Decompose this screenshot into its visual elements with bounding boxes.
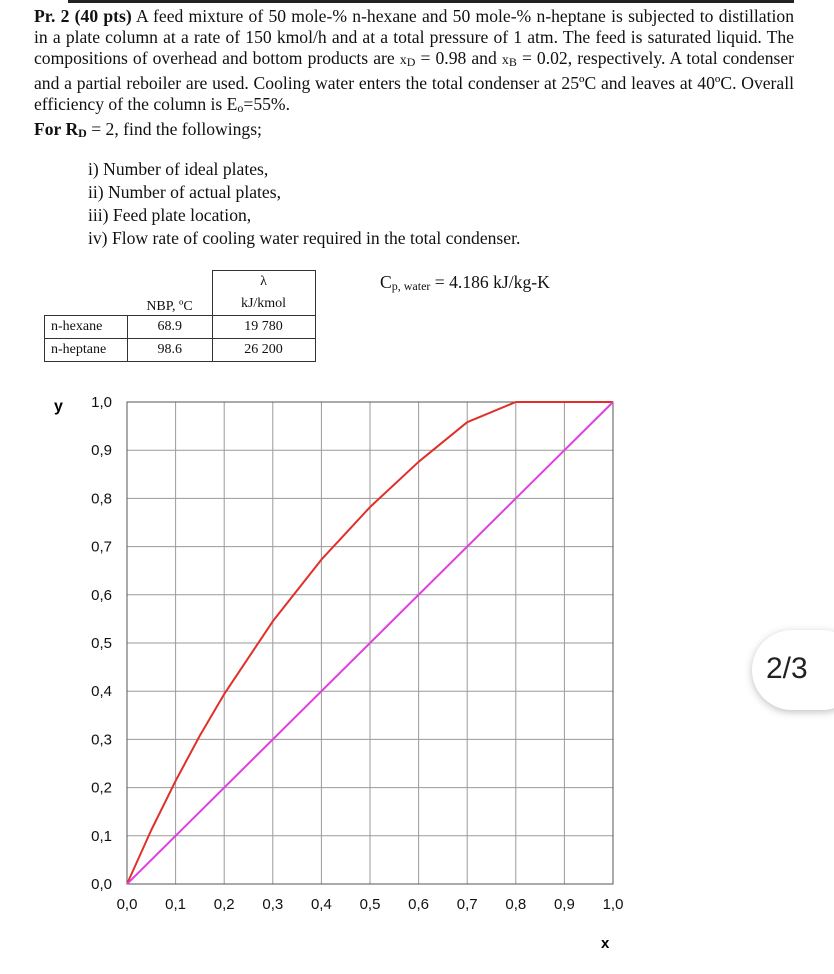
page-indicator-label: 2/3 [766,652,808,685]
header-nbp: NBP, ºC [146,299,193,314]
find-text: find the followings; [118,119,262,139]
x-tick-label: 0,9 [553,896,575,913]
x-tick-label: 0,8 [505,896,527,913]
cp-water [380,272,550,294]
cp-subscript: p, water [391,279,431,293]
x-tick-label: 0,3 [262,896,284,913]
question-item: i) Number of ideal plates, [88,159,269,179]
xb-subscript: B [508,55,517,69]
problem-text-1: A feed mixture of 50 mole-% n-hexane and 50 mole-% n-heptane is subjected to distillation in a plate column at a rate of 150 kmol/h and at a total pressure of 1 atm. The feed is saturated liquid. The compositions of overhead and bottom products are [34,6,794,68]
problem-points: (40 pts) [74,6,132,26]
y-tick-label: 0,3 [91,731,112,749]
table-row [45,316,316,339]
properties-table [44,270,316,362]
question-item: iv) Flow rate of cooling water required in the total condenser. [88,228,521,248]
x-tick-label: 0,6 [408,896,430,913]
row-name: n-heptane [45,339,128,362]
y-tick-label: 1,0 [91,394,112,411]
xd-value: = 0.98 and [415,48,502,68]
y-tick-label: 0,9 [91,442,112,460]
x-tick-label: 0,0 [116,896,138,913]
y-tick-label: 0,2 [91,779,112,797]
y-tick-label: 0,6 [91,586,112,604]
problem-statement [34,6,794,144]
lambda-symbol: λ [260,274,267,289]
page-indicator[interactable] [752,630,834,710]
row-lambda: 26 200 [212,339,315,362]
question-list [88,158,520,250]
y-tick-label: 0,8 [91,490,112,508]
table-row [45,339,316,362]
x-tick-label: 1,0 [602,896,624,913]
question-item: ii) Number of actual plates, [88,182,281,202]
row-name: n-hexane [45,316,128,339]
x-tick-label: 0,1 [165,896,187,913]
xd-symbol: x [399,53,407,68]
rd-symbol: R [65,119,79,139]
y-tick-label: 0,4 [91,683,112,701]
x-axis-label: x [601,935,610,952]
question-item: iii) Feed plate location, [88,205,252,225]
cp-symbol: C [380,272,392,292]
row-nbp: 68.9 [128,316,213,339]
xd-subscript: D [406,55,416,69]
row-lambda: 19 780 [212,316,315,339]
y-tick-label: 0,1 [91,827,112,845]
problem-label: Pr. 2 [34,6,70,26]
xb-value: = 0.02, respectively. A total condenser and a partial reboiler are used. Cooling water enters the total condenser at 25ºC and leaves at 40ºC. Overall efficiency of the column is E [34,48,795,114]
y-tick-label: 0,5 [91,635,112,652]
cp-value: = 4.186 kJ/kg-K [430,272,550,292]
row-nbp: 98.6 [128,339,213,362]
x-tick-label: 0,4 [310,896,332,913]
y-tick-label: 0,0 [91,876,112,893]
equilibrium-chart [0,380,834,974]
y-tick-label: 0,7 [91,538,112,556]
eo-value: =55%. [243,94,290,114]
eo-subscript: o [237,101,244,115]
x-tick-label: 0,7 [456,896,478,913]
lambda-unit: kJ/kmol [240,296,287,311]
xb-symbol: x [501,53,509,68]
x-tick-label: 0,2 [213,896,235,913]
rd-value: = 2, [86,119,119,139]
x-tick-label: 0,5 [359,896,381,913]
y-axis-label: y [54,398,63,415]
rd-subscript: D [78,126,87,140]
for-label: For [34,119,66,139]
header-lambda [212,271,315,316]
